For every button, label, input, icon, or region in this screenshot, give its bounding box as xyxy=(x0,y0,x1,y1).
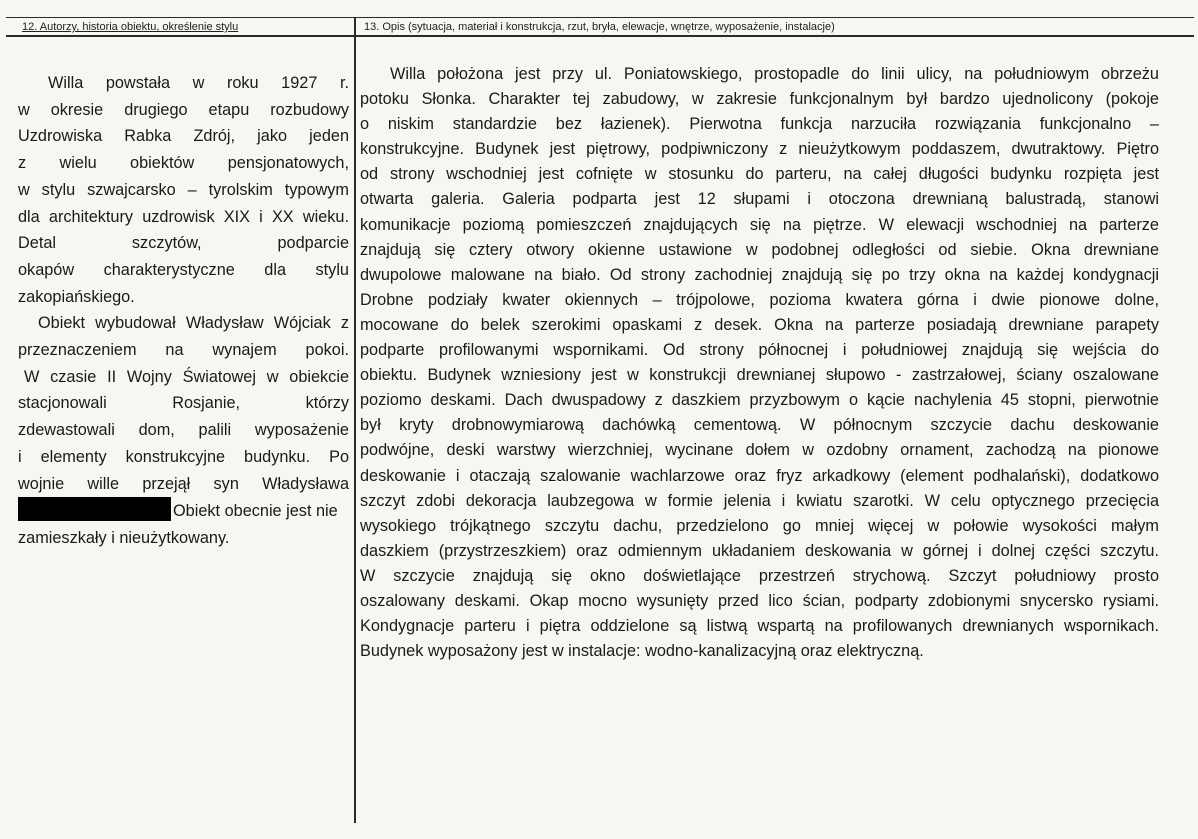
history-line: W czasie II Wojny Światowej w obiekcie xyxy=(24,367,349,386)
description-line: potoku Słonka. Charakter tej zabudowy, w zakresie funkcjonalnym był bardzo ujednolicony (pokoje xyxy=(360,90,1159,109)
description-line: daszkiem (przystrzeszkiem) oraz odmiennym układaniem deskowania w górnej i dolnej części szczytu. xyxy=(360,541,1159,560)
description-line: mocowane do belek szerokimi opaskami z desek. Okna na parterze posiadają drewniane parapety xyxy=(360,315,1159,334)
description-line: otwarta galeria. Galeria podparta jest 12 słupami i otoczona drewnianą balustradą, stanowi xyxy=(360,190,1159,209)
description-line: W szczycie znajdują się okno doświetlające przestrzeń strychową. Szczyt południowy prosto xyxy=(360,566,1159,585)
description-line: podwójne, deski warstwy wierzchniej, wycinane dołem w ozdobny ornament, zachodzą na pionowe xyxy=(360,441,1159,460)
description-line: deskowanie i otaczają szalowanie wachlarzowe oraz fryz arkadkowy (element podhalański), dodatkowo xyxy=(360,466,1159,485)
description-line: poziomo deskami. Dach dwuspadowy z daszkiem przyzbowym o kącie nachylenia 45 stopni, pierwotnie xyxy=(360,391,1159,410)
history-line: Obiekt wybudował Władysław Wójciak z xyxy=(38,314,349,333)
description-line: dwupolowe malowane na biało. Od strony zachodniej znajdują się po trzy okna na każdej kondygnacji xyxy=(360,265,1159,284)
description-line: Drobne podziały kwater okiennych – trójpolowe, pozioma kwatera górna i dwie pionowe dolne, xyxy=(360,290,1159,309)
history-line: w okresie drugiego etapu rozbudowy xyxy=(18,100,349,119)
description-line: komunikacje poziomą pomieszczeń znajdujących się na piętrze. W elewacji wschodniej na parterze xyxy=(360,215,1159,234)
description-line: Kondygnacje parteru i piętra oddzielone są listwą wspartą na profilowanych drewnianych wspornikach. xyxy=(360,617,1159,636)
header-top-rule xyxy=(6,17,1194,18)
history-line: stacjonowali Rosjanie, którzy xyxy=(18,394,349,413)
history-line: z wielu obiektów pensjonatowych, xyxy=(18,154,349,173)
description-line: znajdują się cztery otwory okienne ustawione w podobnej odległości od siebie. Okna drewniane xyxy=(360,240,1159,259)
section-13-heading: 13. Opis (sytuacja, materiał i konstrukcja, rzut, bryła, elewacje, wnętrze, wyposażenie, instalacje) xyxy=(364,21,835,33)
history-line: w stylu szwajcarsko – tyrolskim typowym xyxy=(18,180,349,199)
history-line: dla architektury uzdrowisk XIX i XX wieku. xyxy=(18,207,349,226)
history-line: zamieszkały i nieużytkowany. xyxy=(18,528,230,547)
description-line: podparte profilowanymi wspornikami. Od strony północnej i południowej znajdują się wejścia do xyxy=(360,341,1159,360)
redaction-block xyxy=(18,497,171,521)
history-line-redacted xyxy=(18,497,349,525)
history-line: wojnie wille przejął syn Władysława xyxy=(18,474,349,493)
history-line: okapów charakterystyczne dla stylu xyxy=(18,260,349,279)
description-line: był kryty drobnowymiarową dachówką cementową. W północnym szczycie dachu deskowanie xyxy=(360,416,1159,435)
description-line: wysokiego trójkątnego szczytu dachu, przedzielono go mniej więcej w połowie wysokości małym xyxy=(360,516,1159,535)
history-text-column xyxy=(18,70,349,552)
description-line: Budynek wyposażony jest w instalacje: wodno-kanalizacyjną oraz elektryczną. xyxy=(360,642,924,661)
description-line: oszalowany deskami. Okap mocno wysunięty przed lico ścian, podparty zdobionymi snycersko rysiami. xyxy=(360,591,1159,610)
description-line: Willa położona jest przy ul. Poniatowskiego, prostopadle do linii ulicy, na południowym obrzeżu xyxy=(390,65,1159,83)
history-line: przeznaczeniem na wynajem pokoi. xyxy=(18,341,349,360)
history-line: zakopiańskiego. xyxy=(18,287,135,306)
header-bottom-rule xyxy=(6,35,1194,37)
history-line: Uzdrowiska Rabka Zdrój, jako jeden xyxy=(18,127,349,146)
section-12-heading: 12. Autorzy, historia obiektu, określenie stylu xyxy=(22,21,239,33)
description-line: konstrukcyjne. Budynek jest piętrowy, podpiwniczony z nieużytkowym poddaszem, dwutraktowy. Piętro xyxy=(360,140,1159,159)
description-line: szczyt zdobi dekoracja laubzegowa w formie jelenia i kwiatu szarotki. W celu optycznego przecięcia xyxy=(360,491,1159,510)
description-line: od strony wschodniej jest cofnięte w stosunku do parteru, na całej długości budynku rozpięta jest xyxy=(360,165,1159,184)
history-line: zdewastowali dom, palili wyposażenie xyxy=(18,421,349,440)
history-line: Willa powstała w roku 1927 r. xyxy=(48,74,349,92)
history-line: i elementy konstrukcyjne budynku. Po xyxy=(18,447,349,466)
description-text-column xyxy=(360,62,1159,664)
history-line: Detal szczytów, podparcie xyxy=(18,234,349,253)
history-line-text: Obiekt obecnie jest nie xyxy=(173,502,338,521)
column-divider xyxy=(354,17,356,823)
description-line: o niskim standardzie bez łazienek). Pierwotna funkcja narzuciła rozwiązania funkcjonalno – xyxy=(360,115,1159,134)
description-line: obiektu. Budynek wzniesiony jest w konstrukcji drewnianej słupowo - zastrzałowej, ściany oszalowane xyxy=(360,366,1159,385)
